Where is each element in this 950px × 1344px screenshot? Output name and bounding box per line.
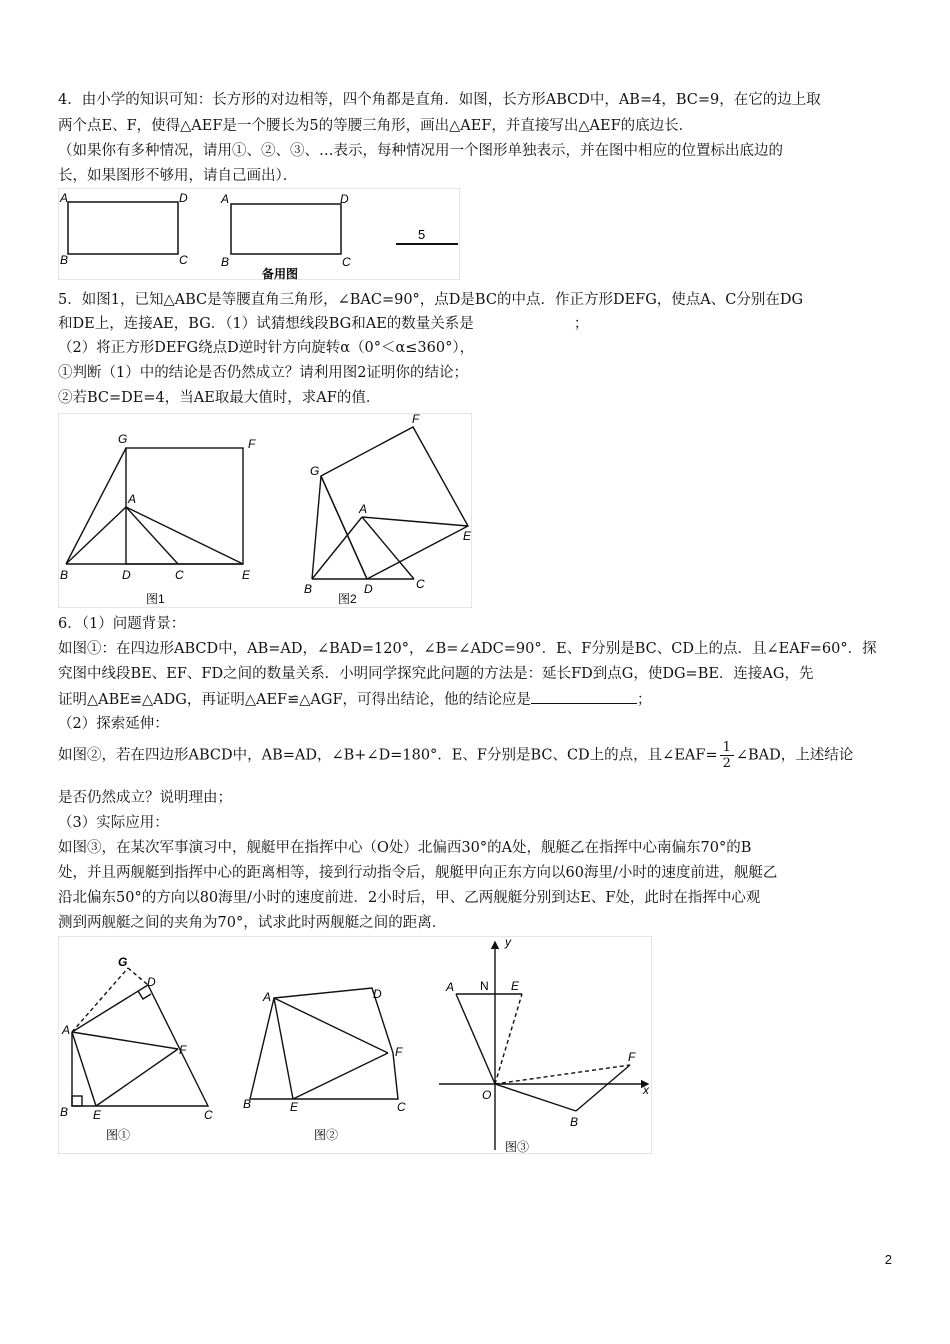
q5-figures bbox=[58, 413, 472, 608]
q5-line-1: 5．如图1，已知△ABC是等腰直角三角形，∠BAC=90°，点D是BC的中点．作正方形DEFG，使点A、C分别在DG bbox=[58, 292, 804, 308]
q6-f2-label-c: C bbox=[397, 1100, 406, 1114]
q5-line-4: ①判断（1）中的结论是否仍然成立？请利用图2证明你的结论； bbox=[58, 365, 468, 381]
q6-f2-label-d: D bbox=[373, 987, 382, 1001]
q6-f1-caption: 图① bbox=[106, 1128, 131, 1142]
q5-f1-label-f: F bbox=[248, 437, 256, 451]
q6-line-2: 如图①：在四边形ABCD中，AB=AD，∠BAD=120°，∠B=∠ADC=90°．E、F分别是BC、CD上的点．且∠EAF=60°．探 bbox=[58, 641, 877, 657]
q5-line-2-text: 和DE上，连接AE，BG．（1）试猜想线段BG和AE的数量关系是 bbox=[58, 316, 474, 332]
q4-label-b2: B bbox=[221, 255, 230, 269]
q6-line-6-end: ∠BAD，上述结论 bbox=[735, 747, 854, 764]
q6-line-4-end: ； bbox=[637, 692, 652, 708]
q6-line-3: 究图中线段BE、EF、FD之间的数量关系．小明同学探究此问题的方法是：延长FD到点G，使DG=BE．连接AG，先 bbox=[58, 666, 814, 682]
q5-f2-label-f: F bbox=[412, 413, 420, 426]
q5-f1-caption: 图1 bbox=[146, 592, 165, 606]
q5-line-3: （2）将正方形DEFG绕点D逆时针方向旋转α（0°＜α≤360°）， bbox=[58, 340, 475, 356]
q6-f2-label-b: B bbox=[243, 1097, 252, 1111]
q6-f2-label-f: F bbox=[395, 1045, 403, 1059]
q6-fraction-denominator: 2 bbox=[722, 756, 731, 771]
q4-label-c2: C bbox=[342, 255, 351, 269]
q4-spare-caption: 备用图 bbox=[262, 267, 299, 280]
q5-f2-caption: 图2 bbox=[338, 592, 357, 606]
q6-line-8: （3）实际应用： bbox=[58, 815, 169, 831]
q4-label-d1: D bbox=[179, 191, 188, 205]
q6-line-12: 测到两舰艇之间的夹角为70°，试求此时两舰艇之间的距离． bbox=[58, 915, 447, 931]
q6-f3-label-b: B bbox=[570, 1115, 579, 1129]
q5-f2-label-b: B bbox=[304, 582, 313, 596]
q4-line-4: 长，如果图形不够用，请自己画出）． bbox=[58, 168, 298, 184]
q6-figures bbox=[58, 936, 652, 1154]
q4-line-3: （如果你有多种情况，请用①、②、③、…表示，每种情况用一个图形单独表示，并在图中相应的位置标出底边的 bbox=[58, 143, 783, 159]
q5-f1-label-e: E bbox=[242, 568, 251, 582]
q6-f3-label-x: x bbox=[643, 1083, 649, 1097]
q5-f2-label-g: G bbox=[310, 464, 320, 478]
q6-f3-label-f: F bbox=[628, 1050, 636, 1064]
q6-f1-label-g: G bbox=[118, 955, 128, 969]
q6-line-4-text: 证明△ABE≌△ADG，再证明△AEF≌△AGF，可得出结论，他的结论应是 bbox=[58, 692, 532, 708]
q5-f2-label-d: D bbox=[364, 582, 373, 596]
q5-line-2 bbox=[58, 314, 588, 334]
q6-line-6-text: 如图②，若在四边形ABCD中，AB=AD，∠B+∠D=180°．E、F分别是BC、CD上的点，且∠EAF= bbox=[58, 747, 718, 764]
q6-line-6 bbox=[58, 740, 853, 771]
q6-fraction-numerator: 1 bbox=[720, 740, 734, 756]
q6-f1-label-e: E bbox=[93, 1108, 102, 1122]
q6-f1-label-a: A bbox=[62, 1023, 71, 1037]
q5-f1-label-c: C bbox=[175, 568, 184, 582]
q4-label-d2: D bbox=[340, 192, 349, 206]
q4-label-b1: B bbox=[60, 253, 69, 267]
q6-f2-caption: 图② bbox=[314, 1128, 339, 1142]
q6-f3-label-e: E bbox=[511, 979, 520, 993]
q5-f1-label-d: D bbox=[122, 568, 131, 582]
q6-f1-label-d: D bbox=[147, 975, 156, 989]
q6-f3-label-a: A bbox=[446, 980, 455, 994]
q6-f1-label-f: F bbox=[179, 1043, 187, 1057]
q6-line-11: 沿北偏东50°的方向以80海里/小时的速度前进．2小时后，甲、乙两舰艇分别到达E、F处，此时在指挥中心观 bbox=[58, 890, 761, 906]
q4-line-1: 4．由小学的知识可知：长方形的对边相等，四个角都是直角．如图，长方形ABCD中，AB=4，BC=9，在它的边上取 bbox=[58, 92, 821, 108]
q6-line-7: 是否仍然成立？说明理由； bbox=[58, 790, 232, 806]
q6-line-9: 如图③，在某次军事演习中，舰艇甲在指挥中心（O处）北偏西30°的A处，舰艇乙在指挥中心南偏东70°的B bbox=[58, 840, 752, 856]
q5-line-5: ②若BC=DE=4，当AE取最大值时，求AF的值． bbox=[58, 390, 381, 406]
q6-line-1: 6．（1）问题背景： bbox=[58, 616, 186, 632]
q4-line-2: 两个点E、F，使得△AEF是一个腰长为5的等腰三角形，画出△AEF，并直接写出△AEF的底边长． bbox=[58, 118, 694, 134]
q6-answer-blank bbox=[531, 689, 637, 704]
q4-label-a1: A bbox=[60, 191, 69, 205]
q6-f3-label-n: N bbox=[480, 979, 489, 993]
q6-f2-label-e: E bbox=[290, 1100, 299, 1114]
q6-f1-label-c: C bbox=[204, 1108, 213, 1122]
q5-f2-label-e: E bbox=[463, 529, 472, 543]
q6-f3-label-y: y bbox=[505, 936, 511, 949]
q6-f3-caption: 图③ bbox=[505, 1140, 530, 1154]
q5-blank-end: ； bbox=[573, 316, 589, 332]
q5-f2-label-c: C bbox=[416, 577, 425, 591]
q5-f1-label-b: B bbox=[60, 568, 69, 582]
q5-f1-label-a: A bbox=[128, 492, 137, 506]
q6-line-10: 处，并且两舰艇到指挥中心的距离相等，接到行动指令后，舰艇甲向正东方向以60海里/小时的速度前进，舰艇乙 bbox=[58, 865, 778, 881]
q4-label-a2: A bbox=[221, 192, 230, 206]
q6-fraction bbox=[720, 740, 734, 771]
q5-f1-label-g: G bbox=[118, 432, 128, 446]
q6-f1-label-b: B bbox=[60, 1105, 69, 1119]
q5-f2-label-a: A bbox=[359, 502, 368, 516]
q6-line-5: （2）探索延伸： bbox=[58, 716, 169, 732]
q4-figure bbox=[58, 188, 460, 280]
page-number: 2 bbox=[884, 1252, 892, 1267]
q6-line-4 bbox=[58, 689, 652, 710]
q4-label-c1: C bbox=[179, 253, 188, 267]
q6-f2-label-a: A bbox=[263, 990, 272, 1004]
q6-f3-label-o: O bbox=[482, 1088, 492, 1102]
q4-segment-label: 5 bbox=[418, 227, 426, 242]
